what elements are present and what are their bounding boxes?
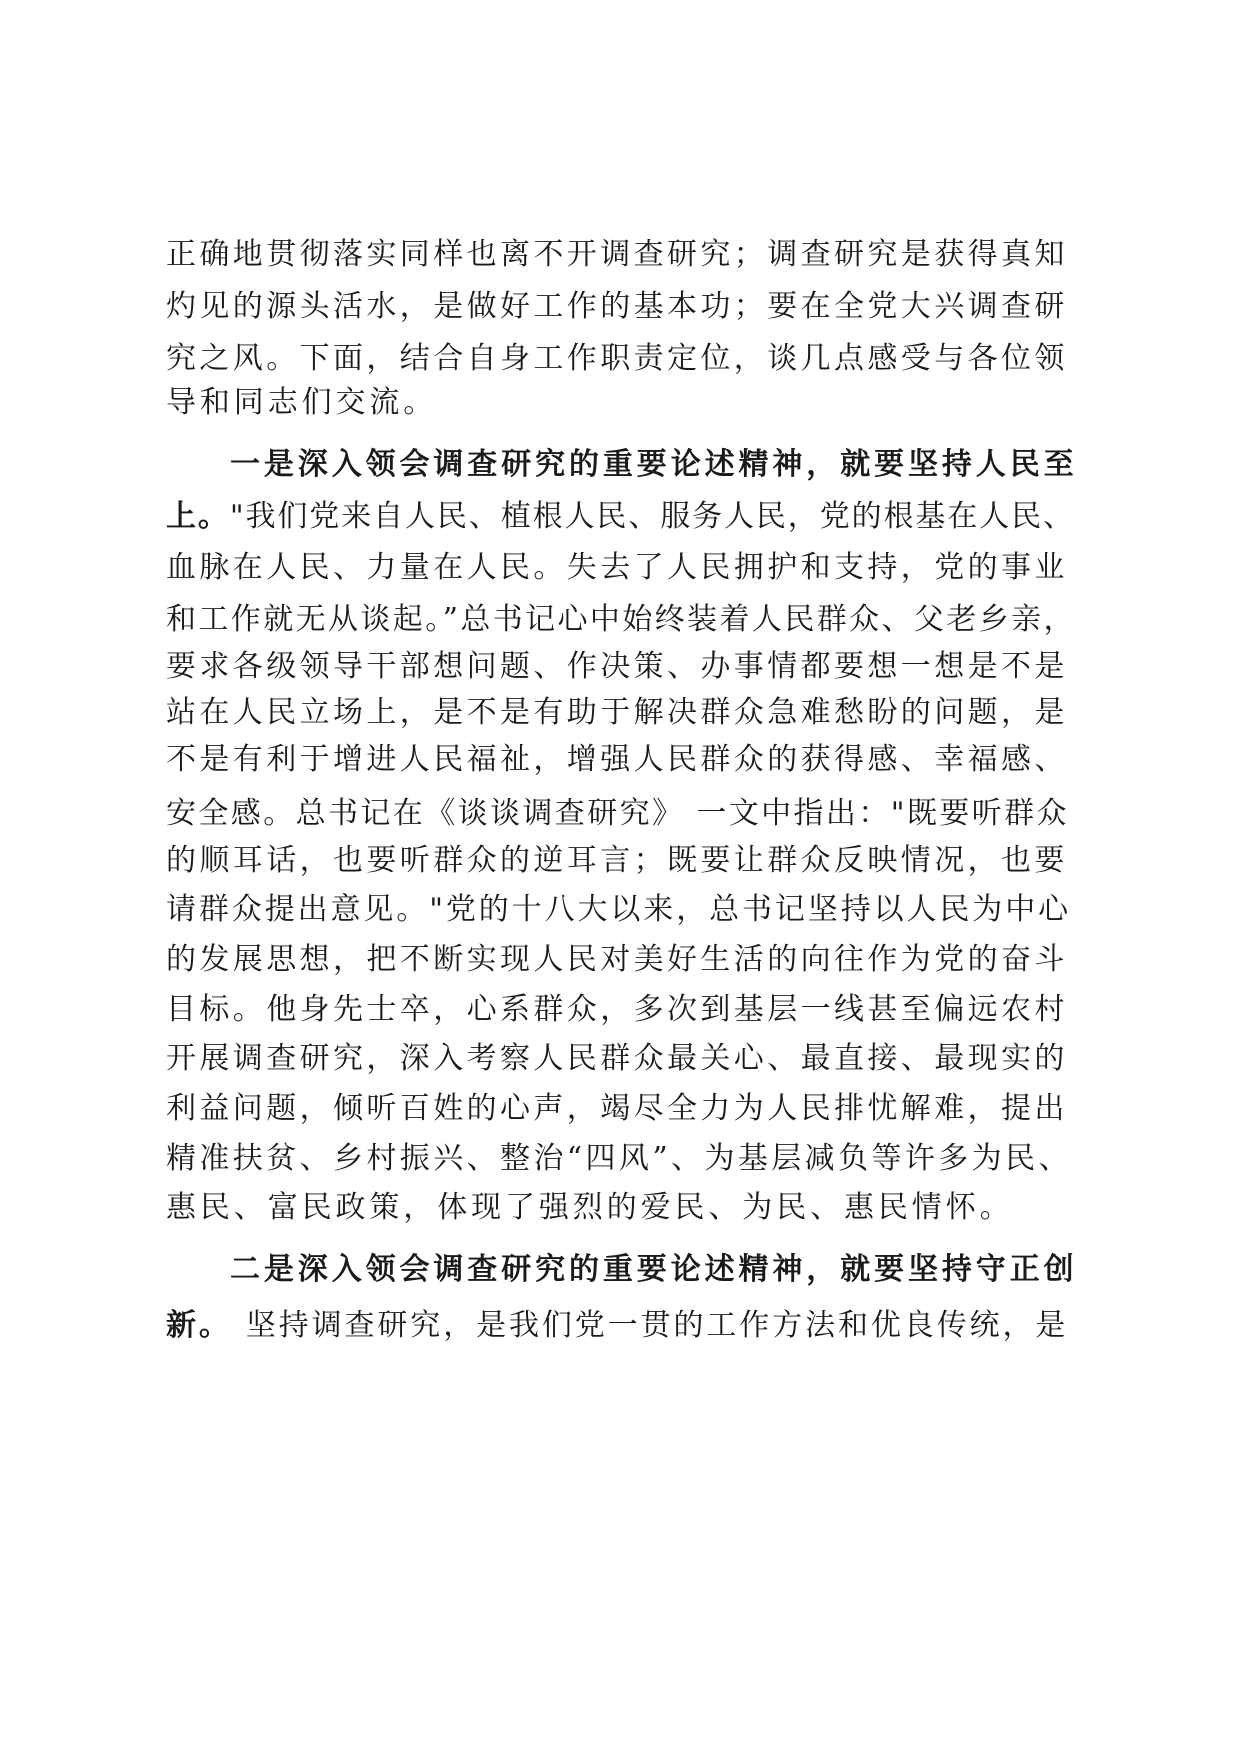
paragraph-line: 正确地贯彻落实同样也离不开调查研究；调查研究是获得真知 (166, 237, 1068, 272)
paragraph-text: 坚持调查研究，是我们党一贯的工作方法和优良传统，是 (245, 1308, 1069, 1343)
paragraph-line: 安全感。总书记在《谈谈调查研究》 一文中指出："既要听群众 (166, 796, 1069, 831)
paragraph-line: 的顺耳话，也要听群众的逆耳言；既要让群众反映情况，也要 (166, 843, 1068, 878)
paragraph-line: 的发展思想，把不断实现人民对美好生活的向往作为党的奋斗 (166, 942, 1068, 977)
paragraph-line: 不是有利于增进人民福祉，增强人民群众的获得感、幸福感、 (166, 742, 1068, 777)
paragraph-line: 血脉在人民、力量在人民。失去了人民拥护和支持，党的事业 (166, 550, 1068, 585)
section-heading-2-continuation (166, 1306, 1068, 1346)
paragraph-line: 精准扶贫、乡村振兴、整治“四风”、为基层减负等许多为民、 (166, 1141, 1072, 1176)
section-heading-2: 二是深入领会调查研究的重要论述精神，就要坚持守正创 (230, 1252, 1078, 1287)
paragraph-line: 开展调查研究，深入考察人民群众最关心、最直接、最现实的 (166, 1041, 1068, 1076)
paragraph-line: 究之风。下面，结合自身工作职责定位，谈几点感受与各位领 (166, 341, 1068, 376)
paragraph-line: 导和同志们交流。 (166, 385, 438, 420)
section-heading-1: 一是深入领会调查研究的重要论述精神，就要坚持人民至 (230, 447, 1078, 482)
section-heading-1-end: 上。 (166, 499, 230, 534)
paragraph-line: 利益问题，倾听百姓的心声，竭尽全力为人民排忧解难，提出 (166, 1091, 1068, 1126)
quote-line: "我们党来自人民、植根人民、服务人民，党的根基在人民、 (229, 499, 1075, 534)
paragraph-line: 惠民、富民政策，体现了强烈的爱民、为民、惠民情怀。 (166, 1190, 1014, 1225)
paragraph-line: 站在人民立场上，是不是有助于解决群众急难愁盼的问题，是 (166, 695, 1068, 730)
section-heading-2-end: 新。 (166, 1308, 232, 1343)
paragraph-line: 请群众提出意见。"党的十八大以来，总书记坚持以人民为中心 (166, 892, 1071, 927)
section-heading-1-continuation (166, 497, 1075, 537)
paragraph-line: 要求各级领导干部想问题、作决策、办事情都要想一想是不是 (166, 649, 1068, 684)
paragraph-line: 目标。他身先士卒，心系群众，多次到基层一线甚至偏远农村 (166, 992, 1068, 1027)
paragraph-line: 和工作就无从谈起。”总书记心中始终装着人民群众、父老乡亲， (166, 602, 1076, 637)
paragraph-line: 灼见的源头活水，是做好工作的基本功；要在全党大兴调查研 (166, 289, 1068, 324)
